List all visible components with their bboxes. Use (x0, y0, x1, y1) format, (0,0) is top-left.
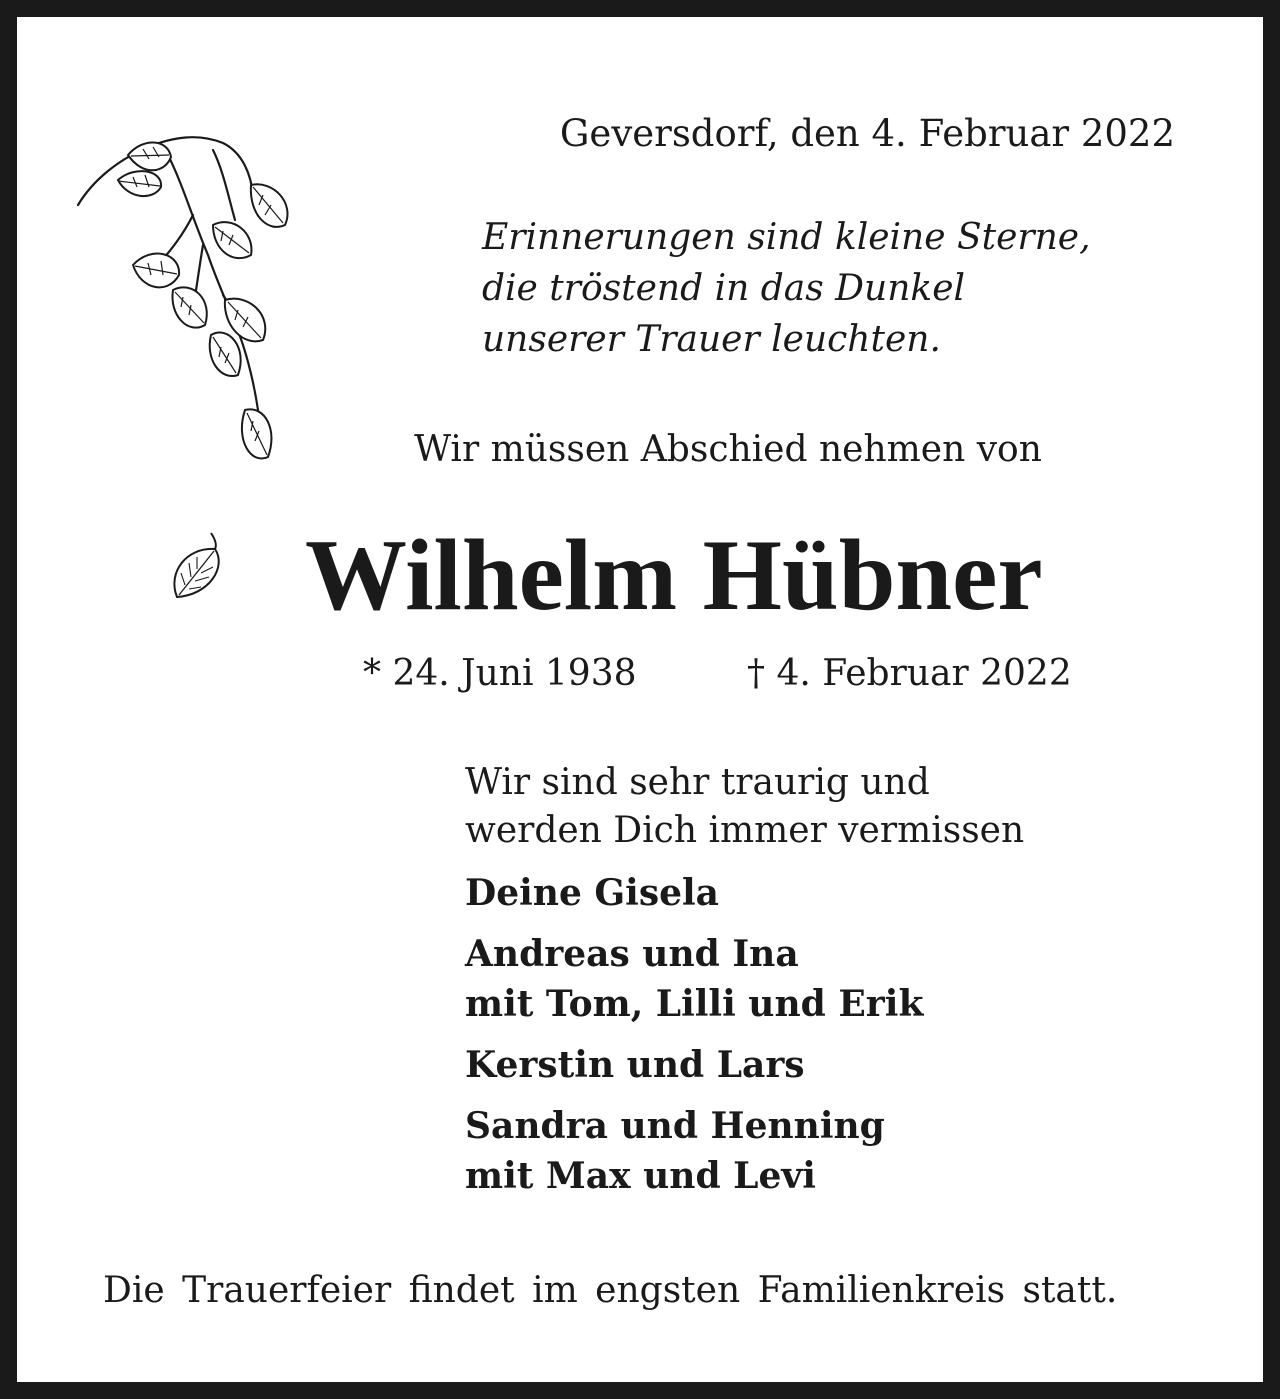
quote-line: Erinnerungen sind kleine Sterne, (482, 217, 1091, 258)
signature-line: Sandra und Henning (465, 1105, 885, 1147)
death-date: † 4. Februar 2022 (747, 653, 1072, 694)
signature-group (465, 1101, 885, 1201)
farewell-line: Wir müssen Abschied nehmen von (414, 429, 1042, 470)
signature-line: mit Max und Levi (465, 1155, 816, 1197)
signature-line: Andreas und Ina (465, 933, 799, 975)
message-line: Wir sind sehr traurig und (465, 762, 930, 803)
farewell-text (17, 429, 1280, 470)
place-date: Geversdorf, den 4. Februar 2022 (559, 112, 1175, 155)
signature-line: mit Tom, Lilli und Erik (465, 983, 924, 1025)
deceased-name: Wilhelm Hübner (305, 519, 1043, 632)
birth-date: * 24. Juni 1938 (363, 653, 637, 694)
family-message (465, 759, 1024, 855)
signature-group (465, 929, 923, 1029)
signature-group (465, 868, 719, 918)
signature-line: Deine Gisela (465, 872, 720, 914)
memorial-quote (482, 212, 1091, 365)
quote-line: die tröstend in das Dunkel (482, 268, 966, 309)
falling-leaf-icon (167, 527, 233, 609)
service-note: Die Trauerfeier findet im engsten Familienkreis statt. (103, 1270, 1118, 1311)
birch-branch-icon (73, 125, 303, 475)
signature-group (465, 1040, 805, 1090)
message-line: werden Dich immer vermissen (465, 810, 1025, 851)
signature-line: Kerstin und Lars (465, 1044, 805, 1086)
quote-line: unserer Trauer leuchten. (482, 319, 941, 360)
